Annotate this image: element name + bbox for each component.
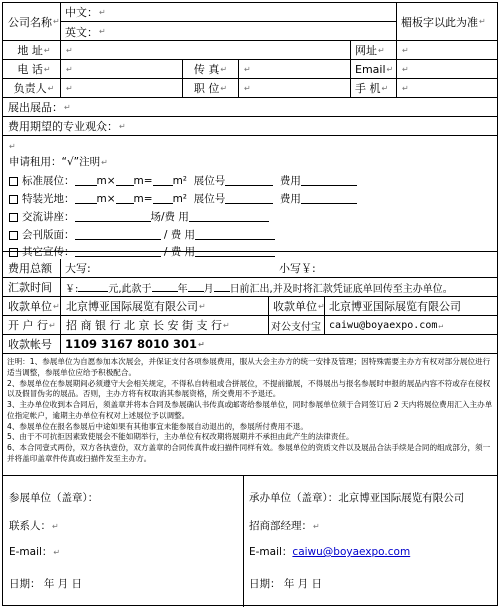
sign-right-unit: 承办单位（盖章）：北京博亚国际展览有限公司 [249, 492, 465, 504]
fax-field[interactable]: ↵ [239, 60, 351, 78]
audience-label: 费用期望的专业观众： ↵ [8, 120, 126, 133]
bank-row [3, 316, 497, 335]
website-field[interactable]: ↵ [402, 45, 409, 55]
company-cn-field[interactable]: 中文： ↵ [61, 3, 397, 22]
exhibits-row[interactable] [3, 98, 497, 117]
remit-label: 汇款时间 [3, 278, 61, 296]
payee2-label: 收款单位 ↵ [269, 297, 325, 315]
note-1: 注明：1、参展单位为自愿参加本次展会，并保证支付各项参展费用，服从大会主办方的统一安排及管理；因特殊需要主办方有权对部分展位进行适当调整，参展单位应给予积极配合。 [7, 357, 491, 377]
company-label: 公司名称 ↵ [3, 3, 61, 40]
sign-right-email: E-mail：caiwu@boyaexpo.com [249, 546, 411, 558]
address-field[interactable]: ↵ [61, 41, 351, 59]
phone-label: 电 话 ↵ [3, 60, 61, 78]
booth-special-line[interactable]: 特装光地： m× m= m² 展位号 费用 [9, 191, 357, 206]
mobile-field[interactable]: ↵ [402, 83, 409, 93]
note-4: 4、参展单位在报名参展后中途如果有其他事宜未能参展自动退出的，参展所付费用不退。 [7, 421, 308, 431]
booth-other-line[interactable]: 其它宣传： / 费 用 [9, 244, 275, 259]
company-en-field[interactable]: 英文： ↵ [61, 22, 397, 41]
email-field[interactable]: ↵ [402, 64, 409, 74]
alipay-value: caiwu@boyaexpo.com ↵ [329, 319, 444, 331]
booth-standard-line[interactable]: 标准展位： m× m= m² 展位号 费用 [9, 173, 357, 188]
bank-label: 开 户 行 ↵ [3, 316, 61, 334]
other-checkbox[interactable] [9, 248, 18, 257]
account-row [3, 335, 497, 354]
note-6: 6、本合同壹式两份，双方各执壹份，双方盖章的合同传真件或扫描件同样有效。参展单位的资质文件以及展品合法手续是合同的组成部分，须一并将盖印盖章件传真或扫描件发至主办方。 [7, 443, 491, 464]
email-label: Email ↵ [351, 60, 397, 78]
payee-row [3, 297, 497, 316]
note-5: 5、由于不可抗拒因素致使展会不能如期举行，主办单位有权改期将展期并不承担由此产生的法律责任。 [7, 432, 354, 442]
booth-journal-line[interactable]: 会刊版面： / 费 用 [9, 227, 275, 242]
person-field[interactable]: ↵ [61, 79, 183, 97]
remit-row [3, 278, 497, 297]
sign-left-email[interactable]: E-mail：↵ [9, 546, 61, 558]
remit-text[interactable]: ￥: 元,此款于 年 月 日前汇出,并及时将汇款凭证底单回传至主办单位。 [65, 283, 453, 295]
exhibits-label: 展出展品： ↵ [8, 101, 71, 114]
total-upper-field[interactable]: 大写: [65, 262, 91, 275]
fax-label: 传 真 ↵ [183, 60, 239, 78]
payee-name: 北京博亚国际展览有限公司 ↵ [61, 297, 269, 315]
lecture-checkbox[interactable] [9, 213, 18, 222]
sign-left-date[interactable]: 日期： 年 月 日 [9, 578, 83, 590]
total-lower-field[interactable]: 小写￥: [279, 262, 316, 275]
fascia-note: 楣板字以此为准 ↵ [401, 15, 486, 29]
position-label: 职 位 ↵ [183, 79, 239, 97]
person-row [3, 79, 497, 98]
address-row [3, 41, 497, 60]
sign-right-date[interactable]: 日期： 年 月 日 [249, 578, 323, 590]
note-3: 3、主办单位收到本合同后，须盖章并将本合同及参展确认书传真或邮寄给参展单位，同时参展单位须于合同签订后 2 天内将展位费用汇入主办单位指定帐户，逾期主办单位有权对上述展位予以调整。 [7, 400, 493, 420]
phone-row [3, 60, 497, 79]
position-field[interactable]: ↵ [239, 79, 351, 97]
payee2-name: 北京博亚国际展览有限公司 [329, 300, 461, 313]
sign-contact[interactable]: 联系人：↵ [9, 520, 59, 532]
bank-name: 招 商 银 行 北 京 长 安 街 支 行 ↵ [61, 316, 269, 334]
account-value: 1109 3167 8010 301 ↵ [65, 337, 205, 351]
note-2: 2、参展单位在参展期间必须遵守大会相关规定，不得私自转租或合拼展位，不提前撤展，不得展出与报名参展时申报的展品内容不符或存在侵权以及假冒伪劣的展品。否则，主办方将有权取消其参展资格，所交费用不予退还。 [7, 378, 491, 399]
total-label: 费用总额 [3, 259, 61, 277]
mobile-label: 手 机 ↵ [351, 79, 397, 97]
address-label: 地 址 ↵ [3, 41, 61, 59]
booth-spacer: ↵ [9, 141, 16, 151]
booth-section [3, 136, 497, 258]
account-label: 收款帐号 [3, 335, 61, 353]
special-checkbox[interactable] [9, 195, 18, 204]
phone-field[interactable]: ↵ [61, 60, 183, 78]
signature-section [3, 476, 497, 607]
total-row [3, 259, 497, 278]
company-row [3, 3, 497, 41]
journal-checkbox[interactable] [9, 231, 18, 240]
sign-left-unit: 参展单位（盖章）： [9, 492, 99, 504]
alipay-label: 对公支付宝 [269, 316, 325, 334]
person-label: 负责人 ↵ [3, 79, 61, 97]
sign-manager[interactable]: 招商部经理：↵ [249, 520, 320, 532]
signature-divider [243, 476, 244, 607]
booth-lecture-line[interactable]: 交流讲座： 场/费 用 [9, 209, 269, 224]
booth-title: 申请租用：“√”注明↵ [9, 156, 108, 168]
exhibitor-application-form [2, 2, 498, 606]
audience-row[interactable] [3, 117, 497, 136]
standard-checkbox[interactable] [9, 177, 18, 186]
notes-section [3, 354, 497, 476]
website-label: 网址 ↵ [351, 41, 397, 59]
payee-label: 收款单位 ↵ [3, 297, 61, 315]
